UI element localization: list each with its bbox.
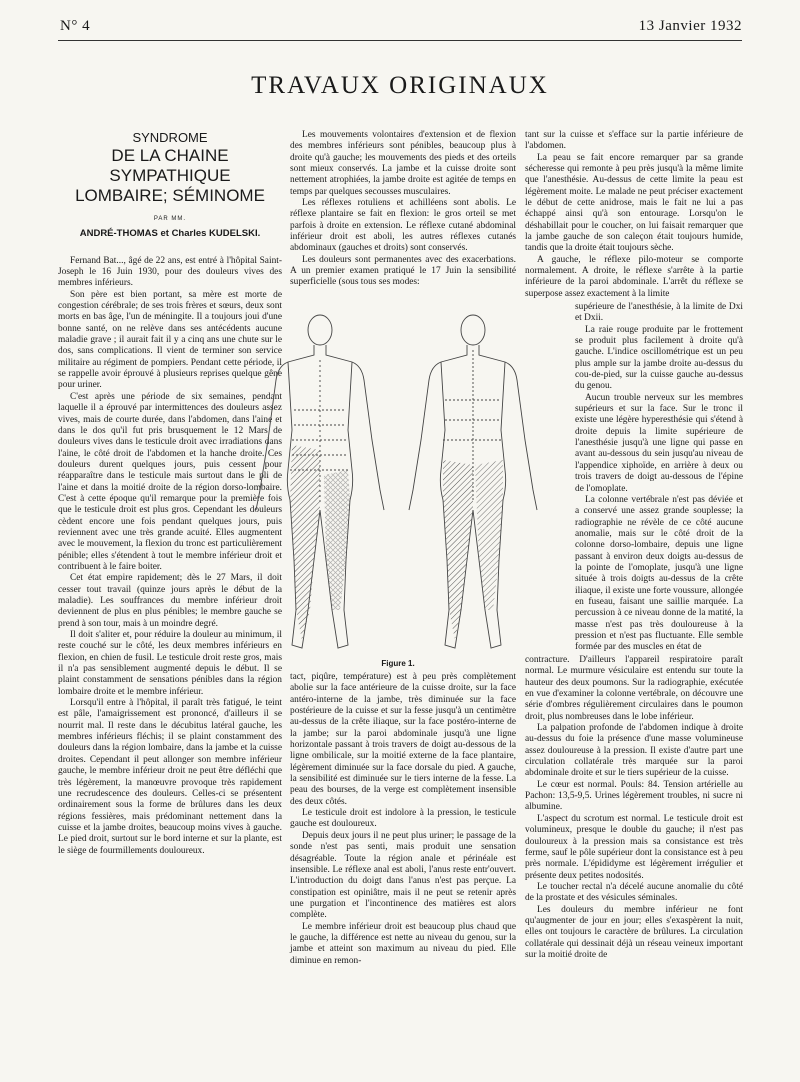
paragraph: Les douleurs sont permanentes avec des exacerbations. A un premier examen pratiqué le 17 Juin la sensibilité superficielle (sous tous ses modes:: [290, 254, 516, 288]
paragraph: Les mouvements volontaires d'extension et de flexion des membres inférieurs sont pénibles, beaucoup plus à droite qu'à gauche; les mouvements des pieds et des orteils sont mieux conservés. La jambe et la cuisse droite sont nettement atrophiées, la jambe droite est agitée de temps en temps par quelques secousses musculaires.: [290, 130, 516, 197]
paragraph: tant sur la cuisse et s'efface sur la partie inférieure de l'abdomen.: [525, 130, 743, 152]
body-diagram-illustration: [228, 310, 568, 660]
paragraph: La raie rouge produite par le frottement se produit plus facilement à droite qu'à gauche. L'indice oscillométrique est un peu plus ample sur la jambe droite au-dessus du cou-de-pied, sur la cuisse gauche au-dessus du genou.: [575, 324, 743, 392]
paragraph: Le testicule droit est indolore à la pression, le testicule gauche est douloureux.: [290, 808, 516, 830]
paragraph: Lorsqu'il entre à l'hôpital, il paraît très fatigué, le teint est pâle, l'amaigrissement est prononcé, d'ailleurs il se nourrit mal. Il reste dans le décubitus latéral gauche, les membres inférieurs fléchis; il se plaint constamment des douleurs dans la région lombaire, dans la jambe et la cuisse droites. Cependant il peut allonger son membre inférieur gauche, le membre inférieur droit ne peut être défléchi que très légèrement, la manœuvre provoque très rapidement une recrudescence des douleurs. Celles-ci se présentent ordinairement sous la forme de brûlures dans les deux régions fessières, mais prédominant nettement dans la cuisse et la jambe droites, beaucoup moins vives à gauche. Le pied droit, surtout sur le bord interne et sur la plante, est le siège de fourmillements douloureux.: [58, 698, 282, 856]
paragraph: Fernand Bat..., âgé de 22 ans, est entré à l'hôpital Saint-Joseph le 16 Juin 1930, pour des douleurs vives des membres inférieurs.: [58, 255, 282, 289]
article-authors: ANDRÉ-THOMAS et Charles KUDELSKI.: [79, 228, 261, 240]
paragraph: C'est après une période de six semaines, pendant laquelle il a éprouvé par intermittences des douleurs assez vives, mais de courte durée, dans l'abdomen, dans l'aine et dans le dos qu'il fut pris brusquement le 12 Mars de douleurs vives dans le testicule droit avec irradiations dans l'aine, le côté droit de l'abdomen et la hanche droite. Ces douleurs durent quelques jours, puis cessent pour réapparaître dans le testicule mais surtout dans le pli de l'aine et dans la moitié droite de la région dorso-lombaire. C'est à cette époque qu'il remarque pour la première fois que le testicule droit est plus gros. Cependant les douleurs cèdent encore une fois pendant quelques jours, puis reviennent avec une très grande acuité. Elles augmentent avec le mouvement, la flexion du tronc est particulièrement pénible; elles s'étendent à tout le membre inférieur droit et contribuent à le faire boiter.: [58, 391, 282, 572]
article-par: PAR MM.: [153, 216, 187, 222]
issue-number: N° 4: [60, 18, 91, 34]
paragraph: L'aspect du scrotum est normal. Le testicule droit est volumineux, presque le double du gauche; il n'est pas douloureux à la pression mais sa consistance est très ferme, sauf le pôle supérieur dont la consistance est à peu près normale. L'épididyme est légèrement irrégulier et présente deux petites nodosités.: [525, 813, 743, 881]
article-title-line1: SYNDROME: [132, 130, 208, 145]
section-title: TRAVAUX ORIGINAUX: [251, 72, 549, 99]
paragraph: Le membre inférieur droit est beaucoup plus chaud que le gauche, la différence est nette au niveau du genou, sur la jambe et atteint son maximum au niveau du pied. Elle diminue en remon-: [290, 921, 516, 966]
column-2-top: [290, 130, 516, 289]
paragraph: Le cœur est normal. Pouls: 84. Tension artérielle au Pachon: 13,5-9,5. Urines légèrement troubles, ni sucre ni albumine.: [525, 779, 743, 813]
column-3-bottom: [525, 655, 743, 961]
paragraph: Aucun trouble nerveux sur les membres supérieurs et sur la face. Sur le tronc il existe une légère hyperesthésie qui s'étend à droite depuis la limite supérieure de l'anesthésie jusqu'à une ligne qui passe en avant au-dessous du sein jusqu'au niveau de l'appendice xiphoïde, en arrière à deux ou trois travers de doigt au-dessous de l'épine de l'omoplate.: [575, 392, 743, 494]
paragraph: Depuis deux jours il ne peut plus uriner; le passage de la sonde n'est pas senti, mais produit une sensation désagréable. Toute la région anale et périnéale est insensible. Le réflexe anal est aboli, l'anus reste entr'ouvert. L'introduction du doigt dans l'anus n'est pas perçue. La constipation est opiniâtre, mais il ne peut se retenir après une purgation et l'incontinence des matières est alors complète.: [290, 830, 516, 921]
column-2-bottom: [290, 672, 516, 967]
article-title-line2: DE LA CHAINE SYMPATHIQUE: [109, 146, 231, 185]
issue-date: 13 Janvier 1932: [638, 18, 742, 34]
paragraph: contracture. D'ailleurs l'appareil respiratoire paraît normal. Le murmure vésiculaire est entendu sur toute la hauteur des deux poumons. Sur la radiographie, exécutée en vue d'examiner la colonne vertébrale, on découvre une série d'ombres régulièrement circulaires dans le poumon droit, plus nombreuses dans le lobe inférieur.: [525, 655, 743, 722]
paragraph: La peau se fait encore remarquer par sa grande sécheresse qui remonte à peu près jusqu'à la même limite que l'anesthésie. Au-dessus de cette limite la peau est légèrement moite. Le malade ne peut préciser exactement le début de cette anidrose, mais le fait ne lui a pas échappé ainsi qu'à son entourage. Lorsqu'on le déshabillait pour le coucher, on lui faisait remarquer que la jambe gauche de son caleçon était toujours humide, tandis que la droite était toujours sèche.: [525, 152, 743, 254]
paragraph: Cet état empire rapidement; dès le 27 Mars, il doit cesser tout travail (quinze jours après le début de la maladie). Les souffrances du membre inférieur droit deviennent de plus en plus pénibles; le membre gauche se prend à son tour, mais à un moindre degré.: [58, 573, 282, 629]
paragraph: Les réflexes rotuliens et achilléens sont abolis. Le réflexe plantaire se fait en flexion: le gros orteil se met parfois à droite en extension. Le réflexe cutané abdominal inférieur droit est aboli, les autres réflexes cutanés abdominaux (gauches et droits) sont conservés.: [290, 198, 516, 254]
article-heading: [58, 130, 282, 240]
column-3-mid: [575, 302, 743, 654]
column-3-top: [525, 130, 743, 300]
figure-caption: Figure 1.: [381, 659, 415, 668]
paragraph: Son père est bien portant, sa mère est morte de congestion cérébrale; de ses trois frères et sœurs, deux sont morts en bas âge, l'un de méningite. Il a toujours joui d'une bonne santé, on ne relève dans ses antécédents aucune maladie grave ; il aurait fait il y a cinq ans une chute sur le dos, sans complications. Il vient de terminer son service militaire au régiment de pompiers. Pendant cette période, il se rappelle avoir éprouvé à plusieurs reprises quelque gêne pour uriner.: [58, 289, 282, 391]
paragraph: A gauche, le réflexe pilo-moteur se comporte normalement. A droite, le réflexe s'arrête à la partie inférieure de la paroi abdominale. L'arrêt du réflexe se superpose assez exactement à la limite: [525, 254, 743, 299]
header-rule: [58, 40, 742, 41]
paragraph: Le toucher rectal n'a décelé aucune anomalie du côté de la prostate et des vésicules séminales.: [525, 881, 743, 904]
paragraph: La palpation profonde de l'abdomen indique à droite au-dessus du foie la présence d'une masse volumineuse assez douloureuse à la pression. Il existe d'autre part une circulation collatérale très marquée sur la paroi abdominale droite et sur le tiers supérieur de la cuisse.: [525, 723, 743, 779]
paragraph: Les douleurs du membre inférieur ne font qu'augmenter de jour en jour; elles s'exaspèrent la nuit, elles ont toujours le caractère de brûlures. La circulation collatérale qui dessinait déjà un réseau veineux important sur la moitié droite de: [525, 904, 743, 960]
paragraph: tact, piqûre, température) est à peu près complètement abolie sur la face antérieure de la cuisse droite, sur la face antéro-interne de la jambe, très diminuée sur la face postérieure de la cuisse et sur la fesse jusqu'à un centimètre au-dessus de la crête iliaque, sur la face postéro-interne de la jambe; sur la paroi abdominale jusqu'à une ligne horizontale passant à trois travers de doigt au-dessous de la ligne ombilicale, sur la moitié externe de la face plantaire, légèrement diminuée sur la face dorsale du pied. A gauche, la sensibilité est diminuée sur le tiers interne de la fesse. La peau des bourses, de la verge est complètement insensible des deux côtés.: [290, 672, 516, 807]
article-title-line3: LOMBAIRE; SÉMINOME: [75, 186, 265, 205]
paragraph: Il doit s'aliter et, pour réduire la douleur au minimum, il reste couché sur le côté, les deux membres inférieurs en flexion, en chien de fusil. Le testicule droit reste gros, mais il n'a pas sensiblement augmenté depuis le début. Il se plaint constamment de sensations pénibles dans la région lombaire droite et le membre inférieur.: [58, 630, 282, 697]
anatomical-figure: [228, 310, 568, 670]
paragraph: La colonne vertébrale n'est pas déviée et a conservé une assez grande souplesse; la radiographie ne révèle de ce côté aucune anomalie, mais sur le côté droit de la colonne dorso-lombaire, depuis une ligne passant à environ deux doigts au-dessus de la pointe de l'omoplate, jusqu'à une ligne située à trois doigts au-dessus de la crête iliaque, il existe une forte voussure, allongée en fuseau, faisant une saillie marquée. La percussion à ce niveau donne de la matité, la masse n'est pas très douloureuse à la pression et n'est pas fluctuante. Elle semble formée par des muscles en état de: [575, 494, 743, 653]
paragraph: supérieure de l'anesthésie, à la limite de Dxi et Dxii.: [575, 302, 743, 324]
